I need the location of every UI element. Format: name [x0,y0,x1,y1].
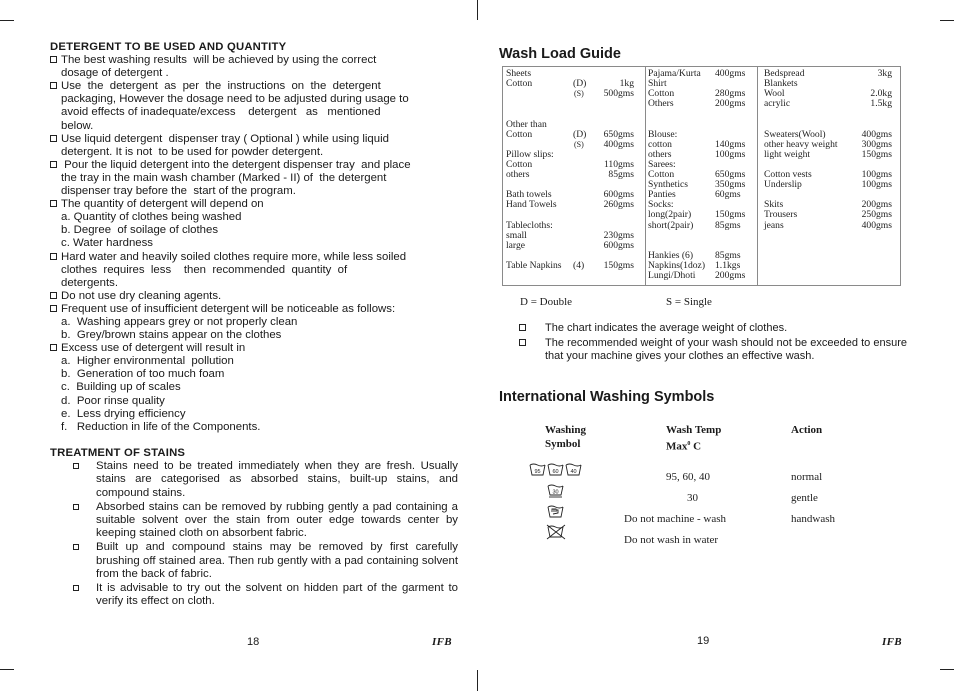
table-cell: Tablecloths: [506,219,553,231]
detergent-paragraphs-2 [50,251,458,316]
stain-text: Stains need to be treated immediately when they are fresh. Usually stains are categorised as absorbed stains, built-up stains, and compound stains. [96,459,458,499]
table-cell: 230gms [603,229,634,241]
paragraph-line: The quantity of detergent will depend on [61,198,264,211]
table-cell: 150gms [603,259,634,271]
table-cell: Cotton [506,128,533,140]
table-cell: 85gms [715,219,741,231]
table-cell: 100gms [715,148,746,160]
detergent-paragraph [50,159,458,198]
paragraph-line: detergent. It is not to be used for powder detergent. [61,145,324,158]
paragraph-line: The best washing results will be achieved by using the correct [61,54,377,67]
table-cell: Socks: [648,199,674,211]
table-cell: 3kg [877,68,892,79]
table-cell: 400gms [603,138,634,150]
do-not-wash-icon [546,524,566,540]
table-cell: Underslip [764,179,802,191]
table-cell: 600gms [603,189,634,201]
checkbox-bullet-icon [50,135,57,142]
crop-mark [940,669,954,670]
table-cell: 2.0kg [870,88,892,100]
list-item: e. Less drying efficiency [61,407,186,420]
paragraph-line: Hard water and heavily soiled clothes require more, while less soiled [61,250,407,263]
stain-item [50,460,458,500]
symbol-temp-no-wash: Do not wash in water [624,534,719,546]
page-number-right: 19 [697,635,710,647]
checkbox-bullet-icon [519,324,526,331]
paragraph-line: detergents. [61,276,118,289]
table-cell: others [648,148,672,160]
table-cell: 500gms [603,88,634,100]
table-cell: Bedspread [764,68,805,79]
table-cell: light weight [764,148,811,160]
list-item: a. Washing appears grey or not properly clean [61,315,298,328]
excess-paragraph: Excess use of detergent will result in [50,342,458,355]
stains-list [50,460,458,609]
table-cell: Hankies (6) [648,249,694,261]
detergent-paragraph [50,290,458,303]
table-divider [757,67,758,285]
stain-item [50,501,458,541]
detergent-paragraph [50,251,458,290]
paragraph-line: clothes requires less then recommended quantity of [61,263,348,276]
table-cell: large [506,239,526,251]
detergent-paragraph [50,54,458,80]
checkbox-bullet-icon [519,339,526,346]
table-cell: 1kg [619,78,634,90]
table-cell: 150gms [715,209,746,221]
table-cell: 400gms [715,68,746,79]
table-cell: 140gms [715,138,746,150]
left-page [50,41,458,609]
table-cell: Blankets [764,78,798,90]
symbol-action-gentle: gentle [791,492,818,504]
table-cell: 650gms [715,169,746,180]
paragraph-line: packaging, However the dosage need to be adjusted during usage to [61,93,409,106]
detergent-paragraph [50,133,458,159]
table-cell: 280gms [715,88,746,100]
checkbox-bullet-icon [73,544,79,550]
table-divider [645,67,646,285]
wash-load-table [502,66,901,286]
legend-single: S = Single [666,296,712,308]
paragraph-line: the tray in the main wash chamber (Marked - II) of the detergent [61,171,387,184]
table-cell: Cotton [648,169,675,180]
table-cell: Pajama/Kurta [648,68,701,79]
list-item: b. Generation of too much foam [61,368,225,381]
table-mark: (4) [573,259,585,271]
paragraph-line: dispenser tray before the start of the program. [61,185,296,198]
table-cell: Table Napkins [506,259,562,271]
paragraph-line: Do not use dry cleaning agents. [61,289,222,302]
note-item: The chart indicates the average weight of clothes. [519,322,907,335]
temp-label-95: 95 [534,469,541,475]
table-mark: (D) [573,128,587,140]
excess-list [50,355,458,434]
table-cell: 650gms [603,128,634,140]
stain-text: Absorbed stains can be removed by rubbing gently a pad containing a suitable solvent over the stain from outer edge towards center by keeping stained cloth on absorbent fabric. [96,500,458,540]
table-cell: Cotton [506,158,533,170]
table-cell: Napkins(1doz) [648,259,706,271]
table-cell: acrylic [764,98,791,110]
table-cell: Cotton vests [764,169,812,180]
symbols-header-action: Action [791,424,823,436]
table-cell: 200gms [715,270,746,281]
list-item: b. Grey/brown stains appear on the clothes [61,329,282,342]
table-cell: Trousers [764,209,798,221]
table-cell: 200gms [861,199,892,211]
table-cell: short(2pair) [648,219,694,231]
paragraph-line: avoid effects of inadequate/excess detergent as mentioned [61,106,381,119]
table-cell: 400gms [861,219,892,231]
stains-heading: TREATMENT OF STAINS [50,446,186,459]
table-cell: 1.1kgs [715,259,741,271]
checkbox-bullet-icon [50,292,57,299]
table-cell: Other than [506,118,547,130]
table-cell: Lungi/Dhoti [648,270,696,281]
table-cell: Wool [764,88,785,100]
list-item: d. Poor rinse quality [61,394,165,407]
detergent-paragraphs [50,54,458,211]
quantity-list [50,211,458,250]
list-item: a. Quantity of clothes being washed [61,211,242,224]
checkbox-bullet-icon [50,200,57,207]
table-cell: 300gms [861,138,892,150]
table-cell: cotton [648,138,672,150]
table-cell: 250gms [861,209,892,221]
symbol-action-handwash: handwash [791,513,835,525]
table-cell: 85gms [715,249,741,261]
paragraph-line: below. [61,119,94,132]
table-cell: Skits [764,199,784,211]
detergent-paragraph [50,198,458,211]
symbol-temp-normal: 95, 60, 40 [666,471,710,483]
table-mark: (S) [574,139,584,149]
table-cell: Sarees: [648,158,676,170]
table-cell: 260gms [603,199,634,211]
checkbox-bullet-icon [50,82,57,89]
symbols-header-temp: Wash Temp Max$^0$ C [666,424,722,453]
table-cell: long(2pair) [648,209,692,221]
stain-text: It is advisable to try out the solvent on hidden part of the garment to verify its effect on cloth. [96,582,458,608]
table-cell: Others [648,98,674,110]
wash-load-title: Wash Load Guide [499,46,621,62]
table-cell: Hand Towels [506,199,557,211]
list-item: b. Degree of soilage of clothes [61,224,219,237]
temp-label-30: 30 [552,489,559,496]
table-mark: (S) [574,89,584,99]
table-cell: Cotton [648,88,675,100]
detergent-paragraph [50,80,458,132]
table-cell: 85gms [608,169,634,180]
symbol-temp-handwash: Do not machine - wash [624,513,727,525]
table-cell: Shirt [648,78,667,90]
checkbox-bullet-icon [73,585,79,591]
list-item: c. Water hardness [61,237,154,250]
table-cell: 150gms [861,148,892,160]
checkbox-bullet-icon [50,305,57,312]
page-number-left: 18 [247,636,260,648]
table-cell: Blouse: [648,128,678,140]
table-cell: 100gms [861,169,892,180]
list-item: f. Reduction in life of the Components. [61,420,261,433]
table-cell: Panties [648,189,676,201]
insufficient-list [50,316,458,342]
stain-item [50,582,458,609]
table-cell: Sweaters(Wool) [764,128,826,140]
brand-logo-right: IFB [882,636,902,648]
crop-mark [477,0,478,20]
legend-double: D = Double [520,296,573,308]
table-cell: 110gms [603,158,634,170]
paragraph-line: Pour the liquid detergent into the detergent dispenser tray and place [61,158,411,171]
symbol-temp-gentle: 30 [687,492,698,504]
temp-label-40: 40 [570,469,577,475]
crop-mark [477,670,478,691]
paragraph-line: dosage of detergent . [61,67,169,80]
brand-logo-left: IFB [432,636,452,648]
table-cell: Bath towels [506,189,552,201]
checkbox-bullet-icon [73,504,79,510]
list-item: c. Building up of scales [61,381,181,394]
table-cell: Synthetics [648,179,688,191]
table-cell: Cotton [506,78,533,90]
table-cell: 600gms [603,239,634,251]
notes [519,322,907,363]
checkbox-bullet-icon [50,56,57,63]
table-cell: 200gms [715,98,746,110]
table-cell: small [506,229,527,241]
symbol-action-normal: normal [791,471,823,483]
symbols-header-symbol: Washing Symbol [545,424,586,450]
stain-item [50,541,458,581]
table-cell: 100gms [861,179,892,191]
stain-text: Built up and compound stains may be removed by first carefully brushing off stained area. Then rub gently with a pad containing solvent from the back of fabric. [96,541,458,581]
wash-30-gentle-icon [547,484,565,498]
crop-mark [940,20,954,21]
table-cell: others [506,169,530,180]
detergent-heading: DETERGENT TO BE USED AND QUANTITY [50,41,287,53]
table-cell: other heavy weight [764,138,838,150]
table-cell: 350gms [715,179,746,191]
crop-mark [0,20,14,21]
table-cell: Sheets [506,68,532,79]
table-cell: jeans [764,219,784,231]
table-cell: 60gms [715,189,741,201]
crop-mark [0,669,14,670]
list-item: a. Higher environmental pollution [61,355,234,368]
note-item: The recommended weight of your wash should not be exceeded to ensure that your machine gives your clothes an effective wash. [519,337,907,363]
checkbox-bullet-icon [73,463,79,469]
table-mark: (D) [573,78,587,90]
checkbox-bullet-icon [50,344,57,351]
paragraph-line: Frequent use of insufficient detergent will be noticeable as follows: [61,302,396,315]
table-cell: 1.5kg [870,98,892,110]
checkbox-bullet-icon [50,161,57,168]
table-cell: 400gms [861,128,892,140]
table-cell: Pillow slips: [506,148,554,160]
handwash-icon [547,505,565,519]
detergent-paragraph [50,303,458,316]
checkbox-bullet-icon [50,253,57,260]
paragraph-line: Use liquid detergent dispenser tray ( Optional ) while using liquid [61,132,389,145]
wash-95-60-40-icons [529,463,583,477]
paragraph-line: Use the detergent as per the instructions on the detergent [61,80,381,93]
temp-label-60: 60 [552,469,559,475]
symbols-title: International Washing Symbols [499,389,715,405]
